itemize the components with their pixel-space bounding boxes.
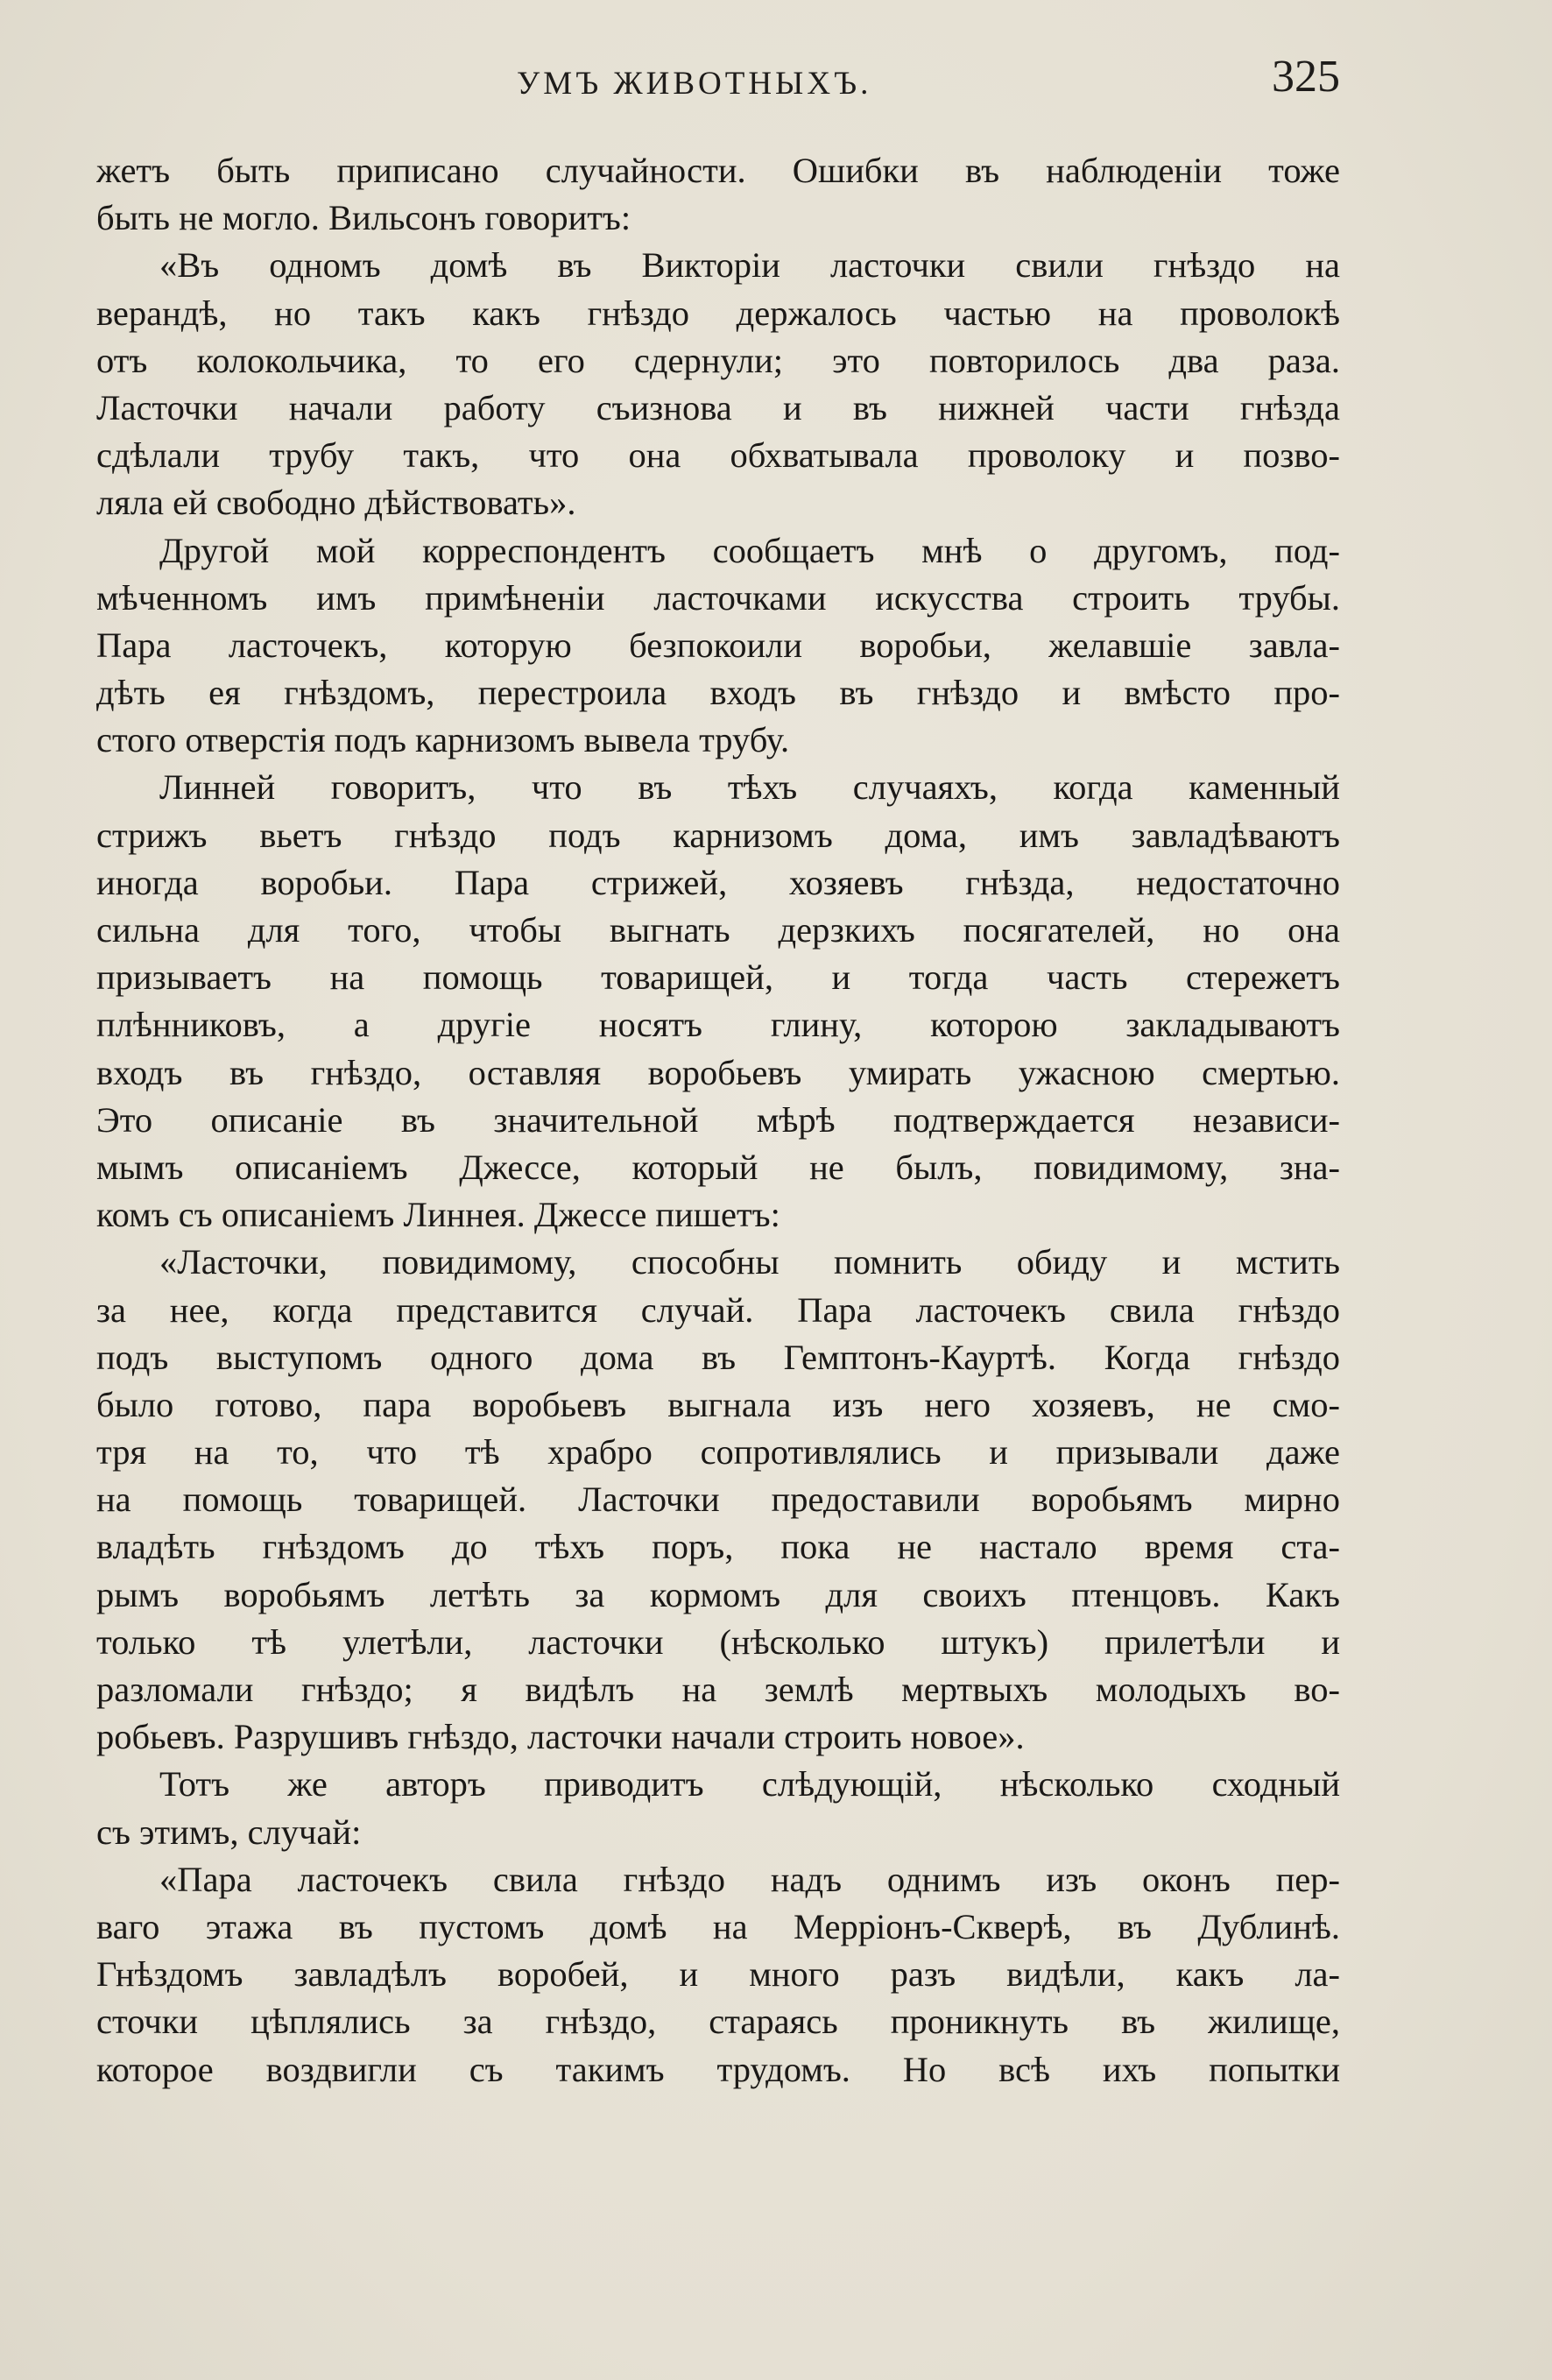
text-line: сточки цѣплялись за гнѣздо, стараясь проникнуть въ жилище, — [96, 2002, 1340, 2042]
text-line: жетъ быть приписано случайности. Ошибки въ наблюденіи тоже — [96, 151, 1340, 190]
text-line: Ласточки начали работу съизнова и въ нижней части гнѣзда — [96, 387, 1340, 427]
text-line: за нее, когда представится случай. Пара ласточекъ свила гнѣздо — [96, 1289, 1340, 1330]
text-line: Пара ласточекъ, которую безпокоили воробьи, желавшіе завла- — [96, 625, 1340, 665]
text-line: съ этимъ, случай: — [96, 1811, 362, 1852]
paragraph-first-line: Другой мой корреспондентъ сообщаетъ мнѣ о другомъ, под- — [159, 530, 1340, 570]
text-line: сдѣлали трубу такъ, что она обхватывала проволоку и позво- — [96, 435, 1340, 476]
text-line: мѣченномъ имъ примѣненіи ласточками искусства строить трубы. — [96, 577, 1340, 618]
running-title: УМЪ ЖИВОТНЫХЪ. — [517, 66, 872, 102]
body-text — [96, 147, 1340, 2094]
text-line: которое воздвигли съ такимъ трудомъ. Но всѣ ихъ попытки — [96, 2049, 1340, 2089]
text-line: плѣнниковъ, а другіе носятъ глину, которою закладываютъ — [96, 1005, 1340, 1045]
text-line: на помощь товарищей. Ласточки предоставили воробьямъ мирно — [96, 1480, 1340, 1520]
text-line: дѣть ея гнѣздомъ, перестроила входъ въ гнѣздо и вмѣсто про- — [96, 673, 1340, 713]
text-line: призываетъ на помощь товарищей, и тогда часть стережетъ — [96, 957, 1340, 998]
running-head — [96, 51, 1340, 112]
paragraph-first-line: «Пара ласточекъ свила гнѣздо надъ однимъ изъ оконъ пер- — [159, 1859, 1340, 1899]
text-line: владѣть гнѣздомъ до тѣхъ поръ, пока не настало время ста- — [96, 1527, 1340, 1567]
text-line: комъ съ описаніемъ Линнея. Джессе пишетъ: — [96, 1195, 780, 1235]
text-line: верандѣ, но такъ какъ гнѣздо держалось частью на проволокѣ — [96, 293, 1340, 333]
text-line: стрижъ вьетъ гнѣздо подъ карнизомъ дома, имъ завладѣваютъ — [96, 815, 1340, 855]
paragraph-first-line: «Въ одномъ домѣ въ Викторіи ласточки свили гнѣздо на — [159, 245, 1340, 286]
text-line: сильна для того, чтобы выгнать дерзкихъ посягателей, но она — [96, 910, 1340, 950]
paragraph-first-line: Тотъ же авторъ приводитъ слѣдующій, нѣсколько сходный — [159, 1764, 1340, 1804]
paragraph-first-line: «Ласточки, повидимому, способны помнить обиду и мстить — [159, 1242, 1340, 1282]
page-number: 325 — [1272, 52, 1340, 102]
text-line: было готово, пара воробьевъ выгнала изъ него хозяевъ, не смо- — [96, 1384, 1340, 1424]
text-line: подъ выступомъ одного дома въ Гемптонъ-Кауртѣ. Когда гнѣздо — [96, 1337, 1340, 1377]
text-line: робьевъ. Разрушивъ гнѣздо, ласточки начали строить новое». — [96, 1717, 1025, 1757]
text-line: иногда воробьи. Пара стрижей, хозяевъ гнѣзда, недостаточно — [96, 862, 1340, 902]
text-line: отъ колокольчика, то его сдернули; это повторилось два раза. — [96, 340, 1340, 380]
text-line: ваго этажа въ пустомъ домѣ на Мерріонъ-Скверѣ, въ Дублинѣ. — [96, 1906, 1340, 1946]
text-line: тря на то, что тѣ храбро сопротивлялись и призывали даже — [96, 1432, 1340, 1472]
text-line: ляла ей свободно дѣйствовать». — [96, 483, 576, 523]
text-line: Гнѣздомъ завладѣлъ воробей, и много разъ видѣли, какъ ла- — [96, 1954, 1340, 1995]
paragraph-first-line: Линней говоритъ, что въ тѣхъ случаяхъ, когда каменный — [159, 767, 1340, 808]
text-line: Это описаніе въ значительной мѣрѣ подтверждается независи- — [96, 1099, 1340, 1140]
text-line: только тѣ улетѣли, ласточки (нѣсколько штукъ) прилетѣли и — [96, 1621, 1340, 1662]
text-line: разломали гнѣздо; я видѣлъ на землѣ мертвыхъ молодыхъ во- — [96, 1670, 1340, 1709]
text-line: рымъ воробьямъ летѣть за кормомъ для своихъ птенцовъ. Какъ — [96, 1574, 1340, 1614]
text-line: быть не могло. Вильсонъ говоритъ: — [96, 198, 631, 238]
text-line: входъ въ гнѣздо, оставляя воробьевъ умирать ужасною смертью. — [96, 1052, 1340, 1092]
text-line: мымъ описаніемъ Джессе, который не былъ, повидимому, зна- — [96, 1147, 1340, 1187]
text-line: стого отверстія подъ карнизомъ вывела трубу. — [96, 720, 790, 760]
